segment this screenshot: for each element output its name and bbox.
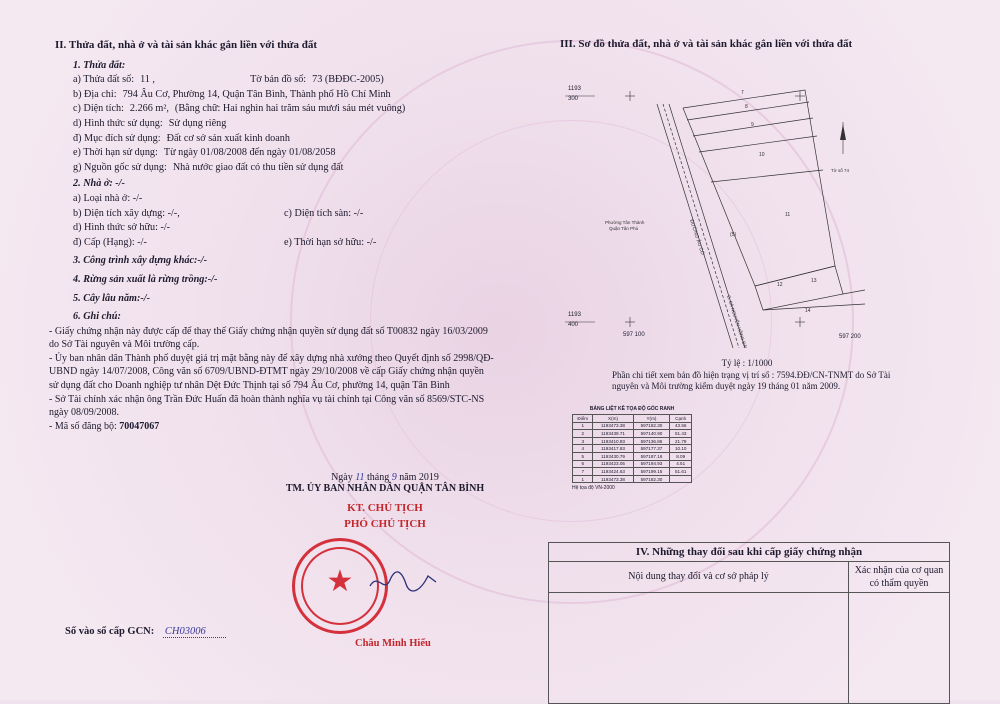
note-2: - Ủy ban nhân dân Thành phố duyệt giá trị mặt bằng này để xây dựng nhà xưởng theo Quyết định số 2998/QĐ-UBND ngày 14/07/2008, Công văn số 6709/UBND-ĐTMT ngày 29/10/2008 về cấp Giấy chứng nhận quyền sử dụng đất cho Doanh nghiệp tư nhân Dệt Đức Thịnh tại số 794 Âu Cơ, phường 14, quận Tân Bình — [49, 352, 494, 392]
svg-text:14: 14 — [805, 308, 811, 314]
address-row: b) Địa chỉ: 794 Âu Cơ, Phường 14, Quận Tân Bình, Thành phố Hồ Chí Minh — [55, 88, 495, 103]
issue-date: Ngày 11 tháng 9 năm 2019 — [331, 472, 439, 483]
subsection-perennial: 5. Cây lâu năm:-/- — [73, 292, 150, 304]
plot-number-row: a) Thửa đất số: 11 , Tờ bản đồ số: 73 (BĐĐC-2005) — [55, 73, 495, 88]
signer-name: Châu Minh Hiếu — [355, 638, 431, 649]
registry-code: 70047067 — [119, 420, 160, 432]
svg-text:7: 7 — [741, 90, 744, 96]
area-in-words: (Bằng chữ: Hai nghìn hai trăm sáu mươi sáu mét vuông) — [174, 103, 406, 115]
plot-number: 11 , — [140, 74, 155, 86]
subsection-land: 1. Thửa đất: — [73, 59, 126, 71]
table-row: 5 1193430.79 597187.16 8.09 — [573, 452, 692, 460]
usage-purpose: Đất cơ sở sản xuất kinh doanh — [166, 132, 290, 144]
signer-title: PHÓ CHỦ TỊCH — [344, 518, 426, 530]
map-reference: Phần chi tiết xem bản đồ hiện trạng vị trí số : 7594.ĐĐ/CN-TNMT do Sở Tài nguyên và Môi trường kiểm duyệt ngày 19 tháng 01 năm 2009. — [612, 369, 891, 391]
subsection-house: 2. Nhà ở: -/- — [73, 178, 125, 190]
signer-role: KT. CHỦ TỊCH — [347, 502, 423, 514]
table-row: 3 1193410.83 597136.86 21.79 — [573, 437, 692, 445]
address: 794 Âu Cơ, Phường 14, Quận Tân Bình, Thành phố Hồ Chí Minh — [122, 88, 391, 100]
subsection-forest: 4. Rừng sản xuất là rừng trồng:-/- — [73, 273, 218, 285]
seal-star-icon: ★ — [326, 565, 354, 598]
street-label-secondary: Đ. BÁ NGUYỄN HỒNG ĐÀO — [726, 294, 749, 348]
sheet-label: Tờ số 74 — [831, 168, 849, 173]
section-heading-ii: II. Thửa đất, nhà ở và tài sản khác gắn liền với thửa đất — [55, 39, 318, 51]
usage-term: Từ ngày 01/08/2008 đến ngày 01/08/2058 — [163, 147, 336, 159]
coordinate-table: BẢNG LIỆT KÊ TỌA ĐỘ GÓC RANH Điểm X(m) Y(m) Cạnh 1 1193473.38 597182.30 43.56 2 1193439.71 597140.90 51.43 3 1193410.83 597136.86 21.79 4 1193417.63 597177.37 10.10 5 1193430.79 597187.16 8.09 6 1193423.05 597194.93 4.51 7 1193424.63 597199.15 51.61 1 1193473.38 597182.30 Hệ tọa độ VN-2000 — [572, 406, 692, 491]
section-heading-iii: III. Sơ đồ thửa đất, nhà ở và tài sản khác gắn liền với thửa đất — [560, 38, 853, 50]
area: 2.266 m², — [129, 103, 169, 115]
changes-table — [548, 542, 950, 704]
map-scale: Tỷ lệ : 1/1000 — [721, 358, 773, 368]
svg-text:10: 10 — [759, 152, 765, 158]
changes-col-content: Nội dung thay đổi và cơ sở pháp lý — [549, 562, 849, 592]
note-4: - Mã số đăng bộ: 70047067 — [49, 420, 160, 432]
serial-row: Số vào sổ cấp GCN: CH03006 — [65, 626, 226, 637]
ward-label: Phường Tân Thành — [605, 220, 645, 225]
street-label-au-co: ĐƯỜNG ÂU CƠ — [688, 218, 706, 257]
note-3: - Sở Tài chính xác nhận ông Trần Đức Huấn đã hoàn thành nghĩa vụ tài chính tại Công văn số 8569/STC-NS ngày 08/09/2008. — [49, 393, 485, 419]
serial-number: CH03006 — [163, 626, 226, 638]
area-row: c) Diện tích: 2.266 m², (Bằng chữ: Hai nghìn hai trăm sáu mươi sáu mét vuông) — [55, 102, 495, 117]
plot-map: 7 8 9 10 11 (5) 13 12 14 ĐƯỜNG ÂU CƠ Đ. BÁ NGUYỄN HỒNG ĐÀO Phường Tân Thành Quận Tân Phú Tờ số 74 1193 300 1193 400 597 100 597 200 — [565, 86, 865, 348]
subsection-construction: 3. Công trình xây dựng khác:-/- — [73, 255, 208, 267]
usage-origin: Nhà nước giao đất có thu tiền sử dụng đất — [172, 161, 344, 173]
table-row: 6 1193423.05 597194.93 4.51 — [573, 460, 692, 468]
table-row: 1 1193473.38 597182.30 — [573, 475, 692, 483]
signature-block — [265, 472, 505, 649]
district-label: Quận Tân Phú — [609, 226, 639, 231]
svg-text:12: 12 — [777, 282, 783, 288]
table-row: 4 1193417.63 597177.37 10.10 — [573, 445, 692, 453]
svg-text:13: 13 — [811, 278, 817, 284]
changes-empty-content — [549, 593, 849, 703]
table-row: 2 1193439.71 597140.90 51.43 — [573, 430, 692, 438]
svg-text:(5): (5) — [730, 232, 737, 238]
note-1: - Giấy chứng nhận này được cấp để thay thế Giấy chứng nhận quyền sử dụng đất số T00832 ngày 16/03/2009 do Sở Tài nguyên và Môi trường cấp. — [49, 325, 488, 351]
table-row: 1 1193473.38 597182.30 43.56 — [573, 422, 692, 430]
svg-text:9: 9 — [751, 122, 754, 128]
issuing-authority: TM. ỦY BAN NHÂN DÂN QUẬN TÂN BÌNH — [285, 483, 485, 494]
subsection-notes: 6. Ghi chú: — [73, 311, 121, 323]
map-sheet-number: 73 (BĐĐC-2005) — [312, 74, 384, 86]
changes-col-confirmation: Xác nhận của cơ quan có thẩm quyền — [854, 565, 944, 589]
signature-icon — [368, 568, 438, 596]
table-row: 7 1193424.63 597199.15 51.61 — [573, 468, 692, 476]
land-details-section: II. Thửa đất, nhà ở và tài sản khác gắn liền với thửa đất 1. Thửa đất: a) Thửa đất số: 11 , Tờ bản đồ số: 73 (BĐĐC-2005) b) Địa chỉ: 794 Âu Cơ, Phường 14, Quận Tân Bình, Thành phố Hồ Chí Minh c) Diện tích: 2.266 m², (Bằng chữ: Hai nghìn hai trăm sáu mươi sáu mét vuông) d) Hình thức sử dụng: Sử dụng riêng đ) Mục đích sử dụng: Đất cơ sở sản xuất kinh doanh e) Thời hạn sử dụng: Từ ngày 01/08/2008 đến ngày 01/08/2058 g) Nguồn gốc sử dụng: Nhà nước giao đất có thu tiền sử dụng đất 2. Nhà ở: -/- a) Loại nhà ở: -/- b) Diện tích xây dựng: -/-, c) Diện tích sàn: -/- d) Hình thức sở hữu: -/- đ) Cấp (Hạng): -/- e) Thời hạn sở hữu: -/- 3. Công trình xây dựng khác:-/- 4. Rừng sản xuất là rừng trồng:-/- 5. Cây lâu năm:-/- 6. Ghi chú: - Giấy chứng nhận này được cấp để thay thế Giấy chứng nhận quyền sử dụng đất số T00832 ngày 16/03/2009 do Sở Tài nguyên và Môi trường cấp. - Ủy ban nhân dân Thành phố duyệt giá trị mặt bằng này để xây dựng nhà xưởng theo Quyết định số 2998/QĐ-UBND ngày 14/07/2008, Công văn số 6709/UBND-ĐTMT ngày 29/10/2008 về cấp Giấy chứng nhận quyền sử dụng đất cho Doanh nghiệp tư nhân Dệt Đức Thịnh tại số 794 Âu Cơ, phường 14, quận Tân Bình - Sở Tài chính xác nhận ông Trần Đức Huấn đã hoàn thành nghĩa vụ tài chính tại Công văn số 8569/STC-NS ngày 08/09/2008. - Mã số đăng bộ: 70047067 — [49, 39, 494, 432]
svg-text:8: 8 — [745, 104, 748, 110]
section-heading-iv: IV. Những thay đổi sau khi cấp giấy chứng nhận — [549, 543, 949, 562]
plot-diagram — [565, 86, 865, 348]
map-caption — [612, 358, 912, 393]
changes-empty-confirmation — [849, 593, 949, 703]
svg-text:11: 11 — [785, 212, 791, 218]
usage-form: Sử dụng riêng — [168, 117, 227, 129]
